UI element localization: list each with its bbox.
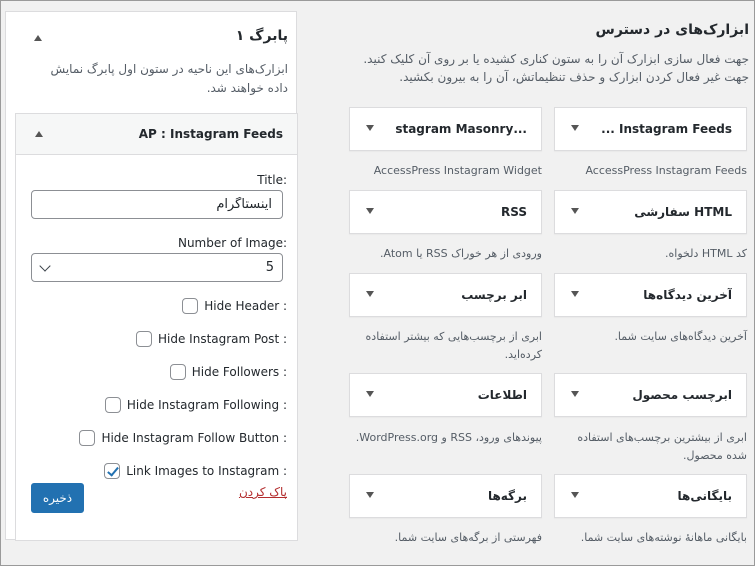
caret-down-icon[interactable] xyxy=(571,125,579,131)
hide-header-checkbox[interactable] xyxy=(182,298,198,314)
widget-custom-html[interactable] xyxy=(554,190,747,234)
widget-description: ابری از بیشترین برچسب‌های استفاده شده محصول. xyxy=(577,431,747,462)
widget-title: ابرچسب محصول xyxy=(632,388,732,402)
widget-instagram-feeds[interactable] xyxy=(554,107,747,151)
widget-archives[interactable] xyxy=(554,474,747,518)
hide-followers-checkbox[interactable] xyxy=(170,364,186,380)
widget-meta[interactable] xyxy=(349,373,542,417)
caret-down-icon[interactable] xyxy=(366,391,374,397)
widget-instagram-masonry[interactable] xyxy=(349,107,542,151)
instagram-feeds-widget-panel xyxy=(15,113,298,541)
number-of-image-select[interactable] xyxy=(31,253,283,282)
widget-rss[interactable] xyxy=(349,190,542,234)
widget-title: آخرین دیدگاه‌ها xyxy=(643,288,732,302)
caret-down-icon[interactable] xyxy=(571,291,579,297)
widget-pages[interactable] xyxy=(349,474,542,518)
widget-description: آخرین دیدگاه‌های سایت شما. xyxy=(614,330,747,343)
widget-panel-header[interactable] xyxy=(16,114,297,155)
caret-down-icon[interactable] xyxy=(366,125,374,131)
hide-header-option[interactable] xyxy=(182,297,287,315)
widget-title: ...stagram Masonry xyxy=(395,122,527,136)
widget-description: ورودی از هر خوراک RSS یا Atom. xyxy=(380,247,542,260)
number-of-image-label: Number of Image: xyxy=(177,236,287,250)
chevron-down-icon xyxy=(39,260,50,271)
widget-description: بایگانی ماهانهٔ نوشته‌های سایت شما. xyxy=(580,531,747,544)
widget-description: AccessPress Instagram Widget xyxy=(373,164,542,177)
delete-link[interactable]: پاک کردن xyxy=(238,485,287,499)
select-value: 5 xyxy=(265,260,274,275)
widget-description: کد HTML دلخواه. xyxy=(665,247,747,260)
hide-instagram-post-checkbox[interactable] xyxy=(136,331,152,347)
caret-down-icon[interactable] xyxy=(366,208,374,214)
sidebar-title[interactable]: پابرگ ۱ xyxy=(235,28,288,44)
checkbox-label: Hide Instagram Following : xyxy=(126,398,287,412)
widget-panel-title: AP : Instagram Feeds xyxy=(138,127,283,141)
caret-up-icon[interactable] xyxy=(34,35,42,41)
sidebar-description: ابزارک‌های این ناحیه در ستون اول پابرگ نمایش داده خواهند شد. xyxy=(50,62,288,95)
widget-title: بایگانی‌ها xyxy=(677,489,732,503)
checkbox-label: Hide Header : xyxy=(204,299,287,313)
caret-up-icon[interactable] xyxy=(35,131,43,137)
widget-title: اطلاعات xyxy=(477,388,527,402)
widget-description: ابری از برچسب‌هایی که بیشتر استفاده کرده‌اید. xyxy=(365,330,542,361)
hide-follow-button-option[interactable] xyxy=(79,429,287,447)
available-widgets-description: جهت فعال سازی ابزارک آن را به ستون کناری کشیده یا بر روی آن کلیک کنید. جهت غیر فعال کردن ابزارک و حذف تنظیماتش، آن را به بیرون بکشید. xyxy=(363,52,749,84)
widget-tag-cloud[interactable] xyxy=(349,273,542,317)
checkbox-label: Link Images to Instagram : xyxy=(126,464,287,478)
title-input[interactable] xyxy=(31,190,283,219)
checkbox-label: Hide Instagram Follow Button : xyxy=(101,431,287,445)
widget-title: RSS xyxy=(501,205,527,219)
available-widgets-title: ابزارک‌های در دسترس xyxy=(595,22,749,38)
widget-title: HTML سفارشی xyxy=(634,205,732,219)
save-button[interactable]: ذخیره xyxy=(31,483,84,513)
widget-description: پیوندهای ورود، RSS و WordPress.org. xyxy=(355,431,542,444)
hide-followers-option[interactable] xyxy=(170,363,287,381)
hide-follow-button-checkbox[interactable] xyxy=(79,430,95,446)
widget-title: ابر برچسب xyxy=(461,288,527,302)
caret-down-icon[interactable] xyxy=(366,291,374,297)
link-images-option[interactable] xyxy=(104,462,287,480)
widget-title: Instagram Feeds ... xyxy=(601,122,732,136)
widget-description: AccessPress Instagram Feeds xyxy=(585,164,747,177)
caret-down-icon[interactable] xyxy=(571,208,579,214)
widget-product-tag-cloud[interactable] xyxy=(554,373,747,417)
widget-recent-comments[interactable] xyxy=(554,273,747,317)
hide-instagram-following-checkbox[interactable] xyxy=(105,397,121,413)
caret-down-icon[interactable] xyxy=(366,492,374,498)
hide-instagram-following-option[interactable] xyxy=(105,396,287,414)
widget-title: برگه‌ها xyxy=(487,489,527,503)
caret-down-icon[interactable] xyxy=(571,391,579,397)
link-images-checkbox[interactable] xyxy=(104,463,120,479)
caret-down-icon[interactable] xyxy=(571,492,579,498)
hide-instagram-post-option[interactable] xyxy=(136,330,287,348)
footer-sidebar-panel xyxy=(5,11,297,540)
checkbox-label: Hide Instagram Post : xyxy=(158,332,287,346)
title-label: Title: xyxy=(257,173,287,187)
widget-description: فهرستی از برگه‌های سایت شما. xyxy=(394,531,542,544)
checkbox-label: Hide Followers : xyxy=(191,365,287,379)
